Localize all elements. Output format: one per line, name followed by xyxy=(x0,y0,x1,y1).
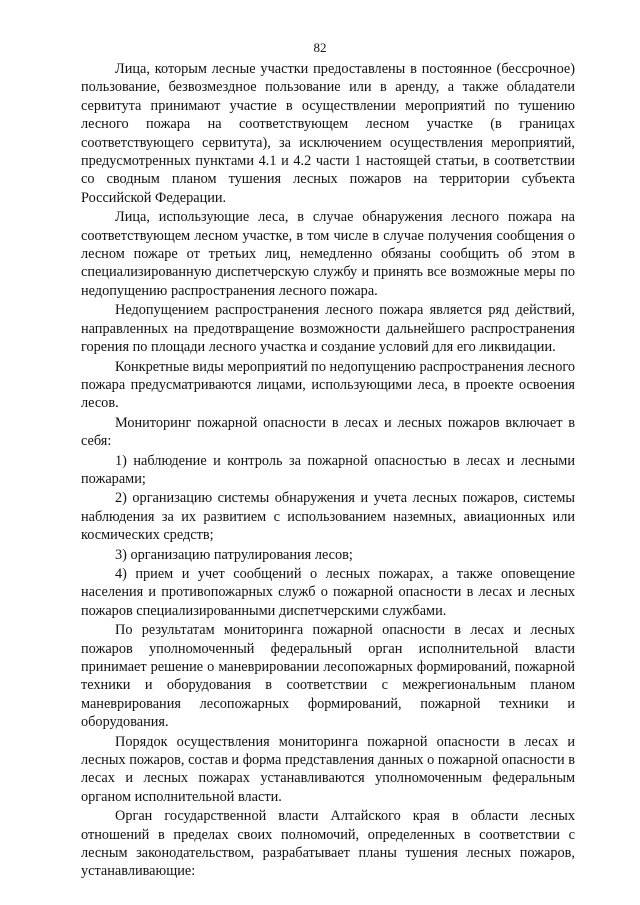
list-item-4: 4) прием и учет сообщений о лесных пожарах, а также оповещение населения и противопожарных служб о пожарной опасности в лесах и лесных пожаров специализированными диспетчерскими службами. xyxy=(81,565,575,619)
paragraph-prevention-definition: Недопущением распространения лесного пожара является ряд действий, направленных на предотвращение возможности дальнейшего распространения горения по площади лесного участка и создание условий для его ликвидации. xyxy=(81,302,575,356)
paragraph-monitoring-procedure: Порядок осуществления мониторинга пожарной опасности в лесах и лесных пожаров, состав и форма представления данных о пожарной опасности в лесах и лесных пожарах устанавливаются уполномоченным федеральным органом исполнительной власти. xyxy=(81,733,575,805)
paragraph-land-users-participation: Лица, которым лесные участки предоставлены в постоянное (бессрочное) пользование, безвозмездное пользование или в аренду, а также обладатели сервитута принимают участие в осуществлении мероприятий по тушению лесного пожара на соответствующем лесном участке (в границах соответствующего сервитута), за исключением осуществления мероприятий, предусмотренных пунктами 4.1 и 4.2 части 1 настоящей статьи, в соответствии со сводным планом тушения лесных пожаров на территории субъекта Российской Федерации. xyxy=(81,61,575,206)
list-item-1: 1) наблюдение и контроль за пожарной опасностью в лесах и лесными пожарами; xyxy=(81,452,575,487)
paragraph-prevention-measures: Конкретные виды мероприятий по недопущению распространения лесного пожара предусматриваются лицами, использующими леса, в проекте освоения лесов. xyxy=(81,358,575,412)
paragraph-forest-users-obligations: Лица, использующие леса, в случае обнаружения лесного пожара на соответствующем лесном участке, в том числе в случае получения сообщения о лесном пожаре от третьих лиц, немедленно обязаны сообщить об этом в специализированную диспетчерскую службу и принять все возможные меры по недопущению распространения лесного пожара. xyxy=(81,209,575,299)
list-item-2: 2) организацию системы обнаружения и учета лесных пожаров, системы наблюдения за их развитием с использованием наземных, авиационных или космических средств; xyxy=(81,490,575,544)
paragraph-monitoring-includes: Мониторинг пожарной опасности в лесах и лесных пожаров включает в себя: xyxy=(81,414,575,450)
paragraph-altai-authority: Орган государственной власти Алтайского края в области лесных отношений в пределах своих полномочий, определенных в соответствии с лесным законодательством, разрабатывает планы тушения лесных пожаров, устанавливающие: xyxy=(81,808,575,880)
paragraph-maneuvering-decision: По результатам мониторинга пожарной опасности в лесах и лесных пожаров уполномоченный федеральный орган исполнительной власти принимает решение о маневрировании лесопожарных формирований, пожарной техники и оборудования в соответствии с межрегиональным планом маневрирования лесопожарных формирований, пожарной техники и оборудования. xyxy=(81,622,575,731)
body-text xyxy=(81,60,575,881)
page-number: 82 xyxy=(313,40,327,55)
list-item-3: 3) организацию патрулирования лесов; xyxy=(115,546,353,563)
